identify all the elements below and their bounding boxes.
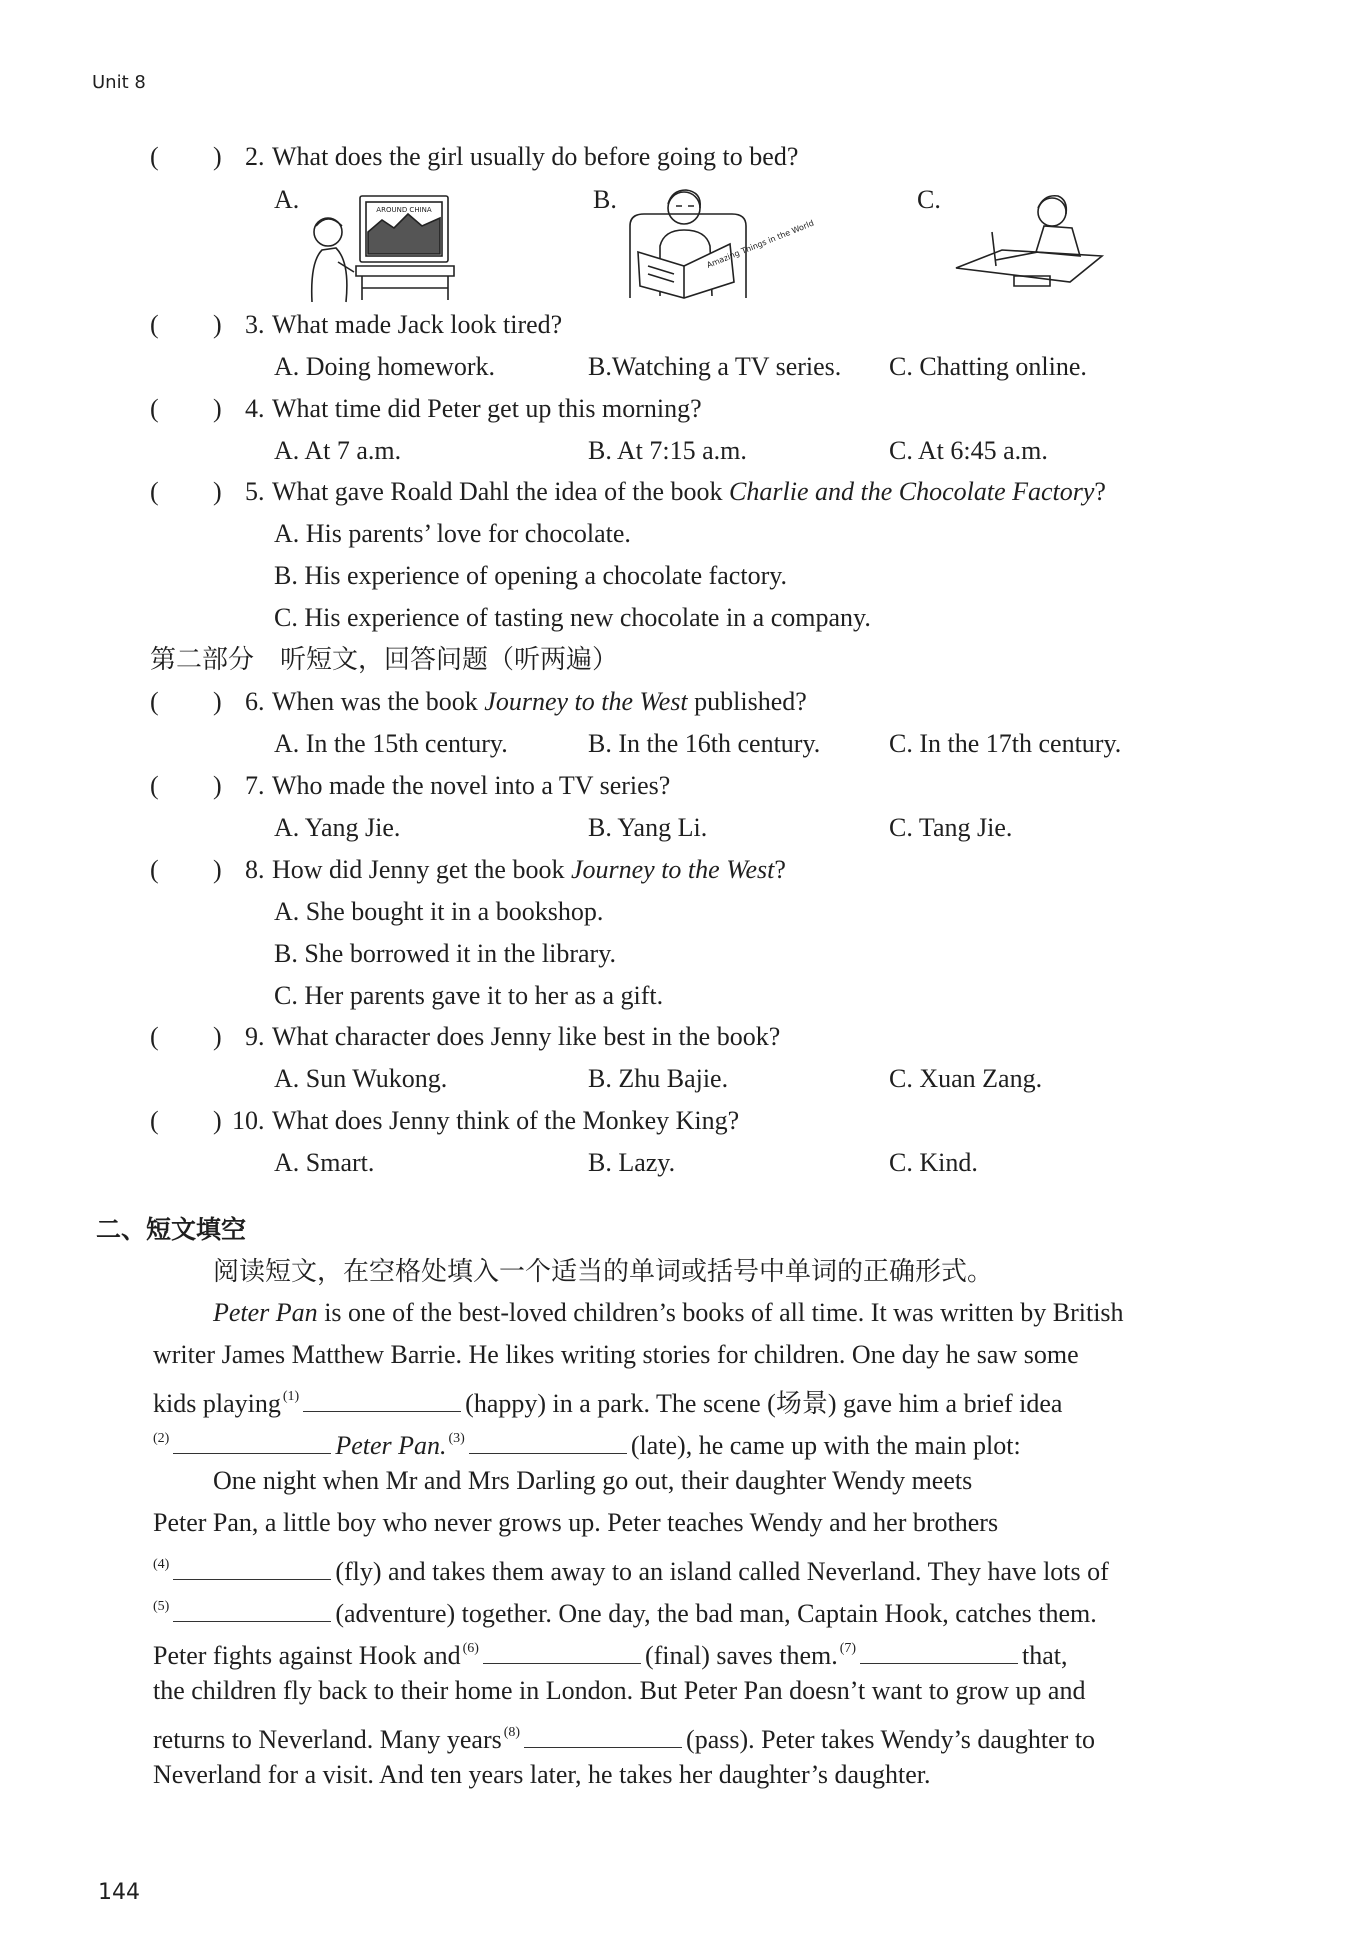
answer-bracket-open: (: [150, 687, 159, 716]
option-b: B. In the 16th century.: [588, 729, 821, 758]
option-c: C. In the 17th century.: [889, 729, 1122, 758]
passage-line-11-pre: returns to Neverland. Many years: [153, 1725, 502, 1754]
answer-bracket-close: ): [213, 771, 222, 800]
writing-illustration: [952, 190, 1106, 296]
passage-line-3: [153, 1382, 1062, 1419]
answer-bracket-close: ): [213, 310, 222, 339]
blank-5[interactable]: [173, 1597, 331, 1622]
option-c: C. At 6:45 a.m.: [889, 436, 1048, 465]
passage-line-3-pre: kids playing: [153, 1389, 281, 1418]
question-text: What does Jenny think of the Monkey King?: [272, 1106, 740, 1135]
question-dot: .: [258, 855, 265, 884]
part2-title: 第二部分 听短文，回答问题（听两遍）: [150, 645, 619, 674]
blank-3[interactable]: [469, 1429, 627, 1454]
question-text-post: published?: [687, 687, 807, 716]
question-number: 7: [245, 771, 258, 800]
question-text: [272, 477, 1106, 507]
passage-line-9-mid: (final) saves them.: [644, 1641, 838, 1670]
option-b: B. Zhu Bajie.: [588, 1064, 729, 1093]
question-text: [272, 687, 807, 717]
blank-number-2: (2): [153, 1431, 170, 1446]
passage-line-6: Peter Pan, a little boy who never grows up. Peter teaches Wendy and her brothers: [153, 1508, 999, 1537]
option-c: C. Xuan Zang.: [889, 1064, 1043, 1093]
option-a: A. Yang Jie.: [274, 813, 401, 842]
passage-line-9-pre: Peter fights against Hook and: [153, 1641, 461, 1670]
passage-book-title-2: Peter Pan.: [335, 1431, 447, 1460]
question-number: 6: [245, 687, 258, 716]
option-c: C. Chatting online.: [889, 352, 1087, 381]
answer-bracket-open: (: [150, 142, 159, 171]
passage-line-12: Neverland for a visit. And ten years later, he takes her daughter’s daughter.: [153, 1760, 931, 1789]
question-dot: .: [258, 477, 265, 506]
option-a: A. Smart.: [274, 1148, 375, 1177]
passage-line-4: [153, 1424, 1021, 1461]
question-dot: .: [258, 1106, 265, 1135]
question-text: What character does Jenny like best in the book?: [272, 1022, 781, 1051]
option-a: A. His parents’ love for chocolate.: [274, 519, 631, 548]
option-a: A. In the 15th century.: [274, 729, 508, 758]
question-number: 4: [245, 394, 258, 423]
question-text: What made Jack look tired?: [272, 310, 563, 339]
answer-bracket-open: (: [150, 855, 159, 884]
book-title: Charlie and the Chocolate Factory: [729, 477, 1095, 506]
question-dot: .: [258, 771, 265, 800]
passage-line-11: [153, 1718, 1095, 1755]
answer-bracket-close: ): [213, 1106, 222, 1135]
blank-6[interactable]: [483, 1639, 641, 1664]
option-b: B. His experience of opening a chocolate factory.: [274, 561, 788, 590]
question-text: What does the girl usually do before going to bed?: [272, 142, 799, 171]
answer-bracket-close: ): [213, 855, 222, 884]
question-number: 10: [232, 1106, 258, 1135]
blank-2[interactable]: [173, 1429, 331, 1454]
tv-caption: AROUND CHINA: [376, 206, 432, 214]
blank-number-3: (3): [448, 1431, 465, 1446]
question-dot: .: [258, 1022, 265, 1051]
passage-line-4-post: (late), he came up with the main plot:: [630, 1431, 1021, 1460]
book-title: Journey to the West: [484, 687, 688, 716]
option-b: B.Watching a TV series.: [588, 352, 842, 381]
question-dot: .: [258, 394, 265, 423]
passage-book-title: Peter Pan: [213, 1298, 318, 1327]
answer-bracket-close: ): [213, 394, 222, 423]
passage-line-1-rest: is one of the best-loved children’s books of all time. It was written by British: [317, 1298, 1124, 1327]
option-a: A. She bought it in a bookshop.: [274, 897, 604, 926]
option-b: B. At 7:15 a.m.: [588, 436, 747, 465]
passage-line-7-post: (fly) and takes them away to an island called Neverland. They have lots of: [335, 1557, 1109, 1586]
option-b: B. Yang Li.: [588, 813, 708, 842]
option-a: A. At 7 a.m.: [274, 436, 402, 465]
question-text: What time did Peter get up this morning?: [272, 394, 702, 423]
option-b: B. Lazy.: [588, 1148, 676, 1177]
passage-line-3-post: (happy) in a park. The scene (场景) gave him a brief idea: [465, 1389, 1063, 1418]
blank-number-7: (7): [839, 1641, 857, 1656]
answer-bracket-open: (: [150, 1106, 159, 1135]
option-a: A.: [274, 185, 300, 214]
passage-line-11-post: (pass). Peter takes Wendy’s daughter to: [686, 1725, 1096, 1754]
option-a: A. Sun Wukong.: [274, 1064, 448, 1093]
blank-7[interactable]: [860, 1639, 1018, 1664]
answer-bracket-close: ): [213, 477, 222, 506]
answer-bracket-open: (: [150, 310, 159, 339]
question-text: [272, 855, 786, 885]
passage-line-9-post: that,: [1022, 1641, 1068, 1670]
question-text: Who made the novel into a TV series?: [272, 771, 671, 800]
unit-label: Unit 8: [92, 72, 146, 93]
passage-line-2: writer James Matthew Barrie. He likes writing stories for children. One day he saw some: [153, 1340, 1079, 1369]
option-c: C. Tang Jie.: [889, 813, 1013, 842]
blank-number-1: (1): [282, 1389, 300, 1404]
answer-bracket-close: ): [213, 687, 222, 716]
question-text-post: ?: [774, 855, 786, 884]
reading-book-illustration: [620, 186, 816, 304]
question-text-post: ?: [1094, 477, 1106, 506]
question-text-pre: How did Jenny get the book: [272, 855, 571, 884]
passage-line-8-post: (adventure) together. One day, the bad man, Captain Hook, catches them.: [335, 1599, 1097, 1628]
option-a: A. Doing homework.: [274, 352, 495, 381]
option-c: C.: [917, 185, 941, 214]
answer-bracket-open: (: [150, 477, 159, 506]
passage-line-9: [153, 1634, 1068, 1671]
page-number: 144: [98, 1880, 140, 1905]
question-dot: .: [258, 687, 265, 716]
question-number: 3: [245, 310, 258, 339]
passage-line-8: [153, 1592, 1097, 1629]
passage-line-7: [153, 1550, 1109, 1587]
question-number: 8: [245, 855, 258, 884]
blank-4[interactable]: [173, 1555, 331, 1580]
option-b: B. She borrowed it in the library.: [274, 939, 617, 968]
blank-number-4: (4): [153, 1557, 170, 1572]
book-title: Journey to the West: [570, 855, 775, 884]
blank-1[interactable]: [303, 1387, 461, 1412]
blank-8[interactable]: [524, 1723, 682, 1748]
answer-bracket-open: (: [150, 1022, 159, 1051]
book-cover-title: Amazing Things in the World: [705, 218, 816, 270]
question-number: 9: [245, 1022, 258, 1051]
blank-number-8: (8): [503, 1725, 521, 1740]
passage-line-5: One night when Mr and Mrs Darling go out, their daughter Wendy meets: [213, 1466, 973, 1495]
option-b: B.: [593, 185, 617, 214]
answer-bracket-close: ): [213, 142, 222, 171]
question-text-pre: When was the book: [272, 687, 485, 716]
blank-number-6: (6): [462, 1641, 479, 1656]
question-dot: .: [258, 310, 265, 339]
question-text-pre: What gave Roald Dahl the idea of the book: [272, 477, 730, 506]
section-2-instruction: 阅读短文，在空格处填入一个适当的单词或括号中单词的正确形式。: [213, 1257, 994, 1286]
question-number: 5: [245, 477, 258, 506]
question-number: 2: [245, 142, 258, 171]
passage-line-10: the children fly back to their home in London. But Peter Pan doesn’t want to grow up and: [153, 1676, 1086, 1705]
passage-line-1: [213, 1298, 1124, 1328]
answer-bracket-close: ): [213, 1022, 222, 1051]
watching-tv-illustration: [298, 192, 458, 304]
answer-bracket-open: (: [150, 394, 159, 423]
option-c: C. His experience of tasting new chocolate in a company.: [274, 603, 871, 632]
blank-number-5: (5): [153, 1599, 170, 1614]
option-c: C. Kind.: [889, 1148, 978, 1177]
question-dot: .: [258, 142, 265, 171]
section-2-heading: 二、短文填空: [96, 1215, 247, 1244]
answer-bracket-open: (: [150, 771, 159, 800]
option-c: C. Her parents gave it to her as a gift.: [274, 981, 664, 1010]
